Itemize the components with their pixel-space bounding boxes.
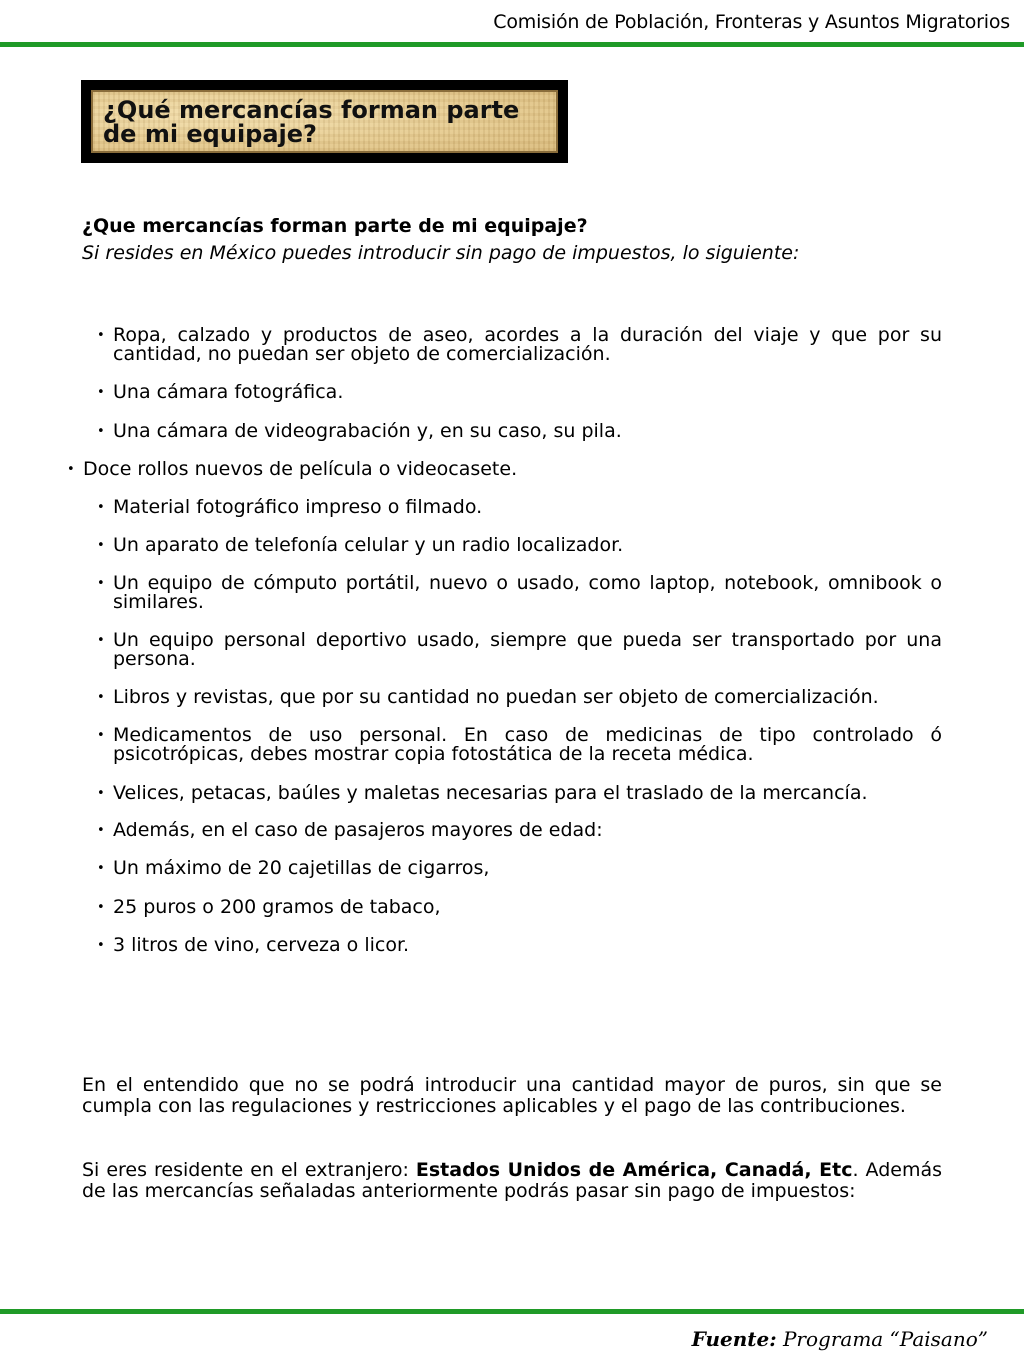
list-item [97,784,942,803]
title-box-parchment [91,90,558,153]
list-item-text: Medicamentos de uso personal. En caso de medicinas de tipo controlado ó psicotrópicas, debes mostrar copia fotostática de la receta médica. [113,724,942,765]
list-item [97,383,942,402]
list-item-text: Material fotográfico impreso o filmado. [113,496,483,518]
list-item-text: Un equipo personal deportivo usado, siempre que pueda ser transportado por una persona. [113,629,942,670]
list-item-text: 3 litros de vino, cerveza o licor. [113,934,410,956]
list-item-text: Un aparato de telefonía celular y un radio localizador. [113,534,624,556]
bullet-icon: • [97,823,105,838]
top-divider [0,42,1024,47]
bullet-icon: • [97,786,105,801]
bullet-icon: • [97,385,105,400]
bullet-icon: • [97,861,105,876]
list-item [97,574,942,612]
paragraph-prefix: Si eres residente en el extranjero: [82,1159,416,1181]
intro-subtitle: Si resides en México puedes introducir sin pago de impuestos, lo siguiente: [82,242,800,264]
bullet-icon: • [97,538,105,553]
page-header-title: Comisión de Población, Fronteras y Asuntos Migratorios [493,11,1010,33]
bullet-icon: • [67,462,75,477]
bottom-divider [0,1309,1024,1314]
title-box-text: ¿Qué mercancías forman parte de mi equipaje? [103,96,520,148]
paragraph-foreign-resident [82,1160,942,1202]
list-item [97,898,942,917]
footer-source [692,1326,988,1352]
list-item [97,422,942,441]
list-item-text: Ropa, calzado y productos de aseo, acordes a la duración del viaje y que por su cantidad, no puedan ser objeto de comercialización. [113,324,942,365]
intro-heading: ¿Que mercancías forman parte de mi equipaje? [82,215,588,237]
list-item-text: Una cámara de videograbación y, en su caso, su pila. [113,420,622,442]
list-item-text: Doce rollos nuevos de película o videocasete. [83,458,518,480]
list-item [97,631,942,669]
list-item [67,460,912,479]
list-item [97,536,942,555]
paragraph-regulations: En el entendido que no se podrá introducir una cantidad mayor de puros, sin que se cumpla con las regulaciones y restricciones aplicables y el pago de las contribuciones. [82,1074,942,1117]
bullet-icon: • [97,328,105,343]
bullet-icon: • [97,690,105,705]
list-item-text: Además, en el caso de pasajeros mayores de edad: [113,819,603,841]
footer-source-text: Programa “Paisano” [776,1327,988,1351]
list-item [97,859,942,878]
bullet-icon: • [97,500,105,515]
list-item-text: Velices, petacas, baúles y maletas necesarias para el traslado de la mercancía. [113,782,868,804]
list-item-text: Un equipo de cómputo portátil, nuevo o usado, como laptop, notebook, omnibook o similares. [113,572,942,613]
bullet-icon: • [97,938,105,953]
title-box [81,80,568,163]
list-item-text: Una cámara fotográfica. [113,381,344,403]
bullet-icon: • [97,900,105,915]
list-item [97,821,942,840]
footer-source-label: Fuente: [691,1327,777,1351]
paragraph-countries: Estados Unidos de América, Canadá, Etc [415,1159,853,1181]
bullet-icon: • [97,424,105,439]
list-item [97,726,942,764]
list-item [97,688,942,707]
bullet-icon: • [97,633,105,648]
paragraph-suffix: . Además de las mercancías señaladas anteriormente podrás pasar sin pago de impuestos: [82,1159,943,1202]
list-item [97,326,942,364]
bullet-icon: • [97,728,105,743]
list-item-text: Un máximo de 20 cajetillas de cigarros, [113,857,490,879]
list-item-text: Libros y revistas, que por su cantidad no puedan ser objeto de comercialización. [113,686,879,708]
list-item [97,936,942,955]
list-item [97,498,942,517]
bullet-icon: • [97,576,105,591]
list-item-text: 25 puros o 200 gramos de tabaco, [113,896,441,918]
